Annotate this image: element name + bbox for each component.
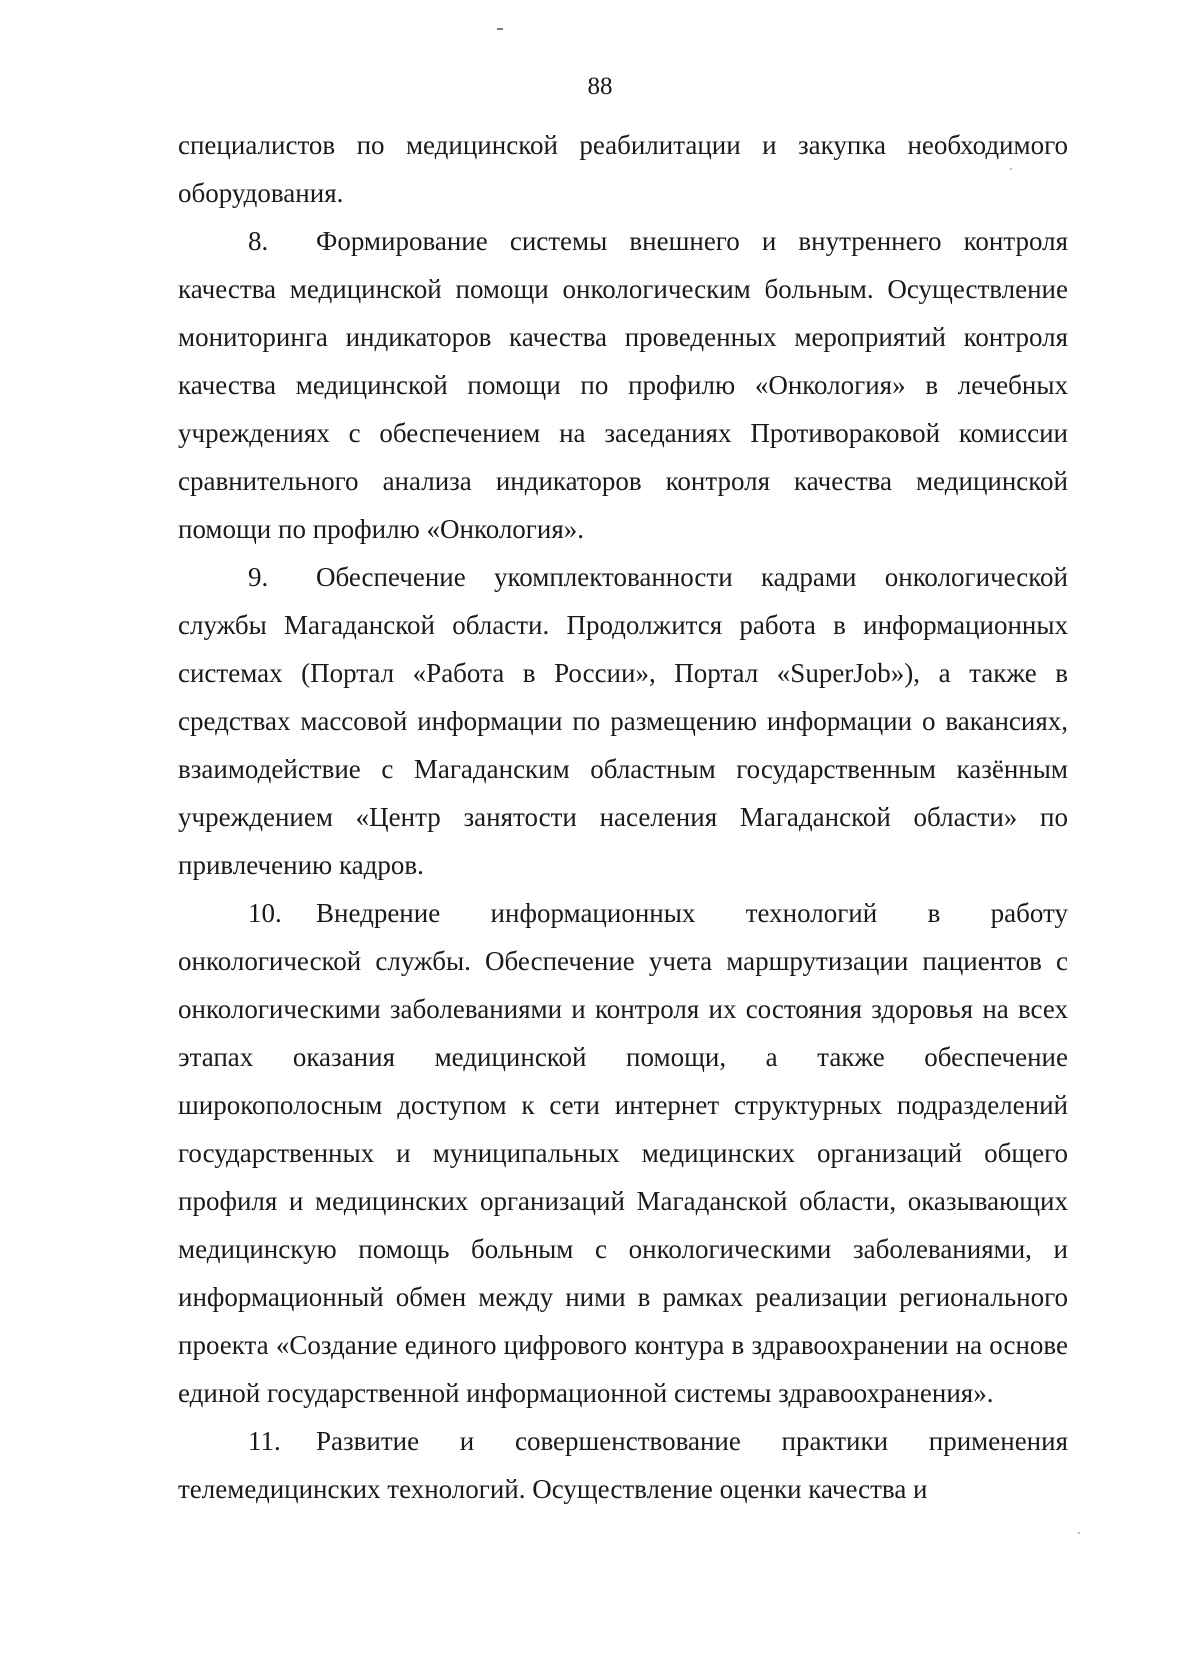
paragraph-item-10 <box>178 889 1068 1417</box>
paragraph-number: 8. <box>248 226 269 256</box>
scan-mark <box>497 28 503 30</box>
paragraph-number: 11. <box>248 1426 281 1456</box>
paragraph-continuation <box>178 121 1068 217</box>
scan-speck <box>1078 1532 1080 1534</box>
paragraph-text: Внедрение информационных технологий в работу онкологической службы. Обеспечение учета маршрутизации пациентов с онкологическими заболеваниями и контроля их состояния здоровья на всех этапах оказания медицинской помощи, а также обеспечение широкополосным доступом к сети интернет структурных подразделений государственных и муниципальных медицинских организаций общего профиля и медицинских организаций Магаданской области, оказывающих медицинскую помощь больным с онкологическими заболеваниями, и информационный обмен между ними в рамках реализации регионального проекта «Создание единого цифрового контура в здравоохранении на основе единой государственной информационной системы здравоохранения». <box>178 898 1068 1408</box>
page-number: 88 <box>587 73 613 100</box>
document-body <box>178 121 1068 1513</box>
paragraph-item-9 <box>178 553 1068 889</box>
paragraph-text: Обеспечение укомплектованности кадрами онкологической службы Магаданской области. Продолжится работа в информационных системах (Портал «Работа в России», Портал «SuperJob»), а также в средствах массовой информации по размещению информации о вакансиях, взаимодействие с Магаданским областным государственным казённым учреждением «Центр занятости населения Магаданской области» по привлечению кадров. <box>178 562 1068 880</box>
paragraph-number: 9. <box>248 562 269 592</box>
paragraph-text: Формирование системы внешнего и внутреннего контроля качества медицинской помощи онкологическим больным. Осуществление мониторинга индикаторов качества проведенных мероприятий контроля качества медицинской помощи по профилю «Онкология» в лечебных учреждениях с обеспечением на заседаниях Противораковой комиссии сравнительного анализа индикаторов контроля качества медицинской помощи по профилю «Онкология». <box>178 226 1068 544</box>
paragraph-number: 10. <box>248 898 282 928</box>
scan-speck <box>1010 168 1012 170</box>
paragraph-item-8 <box>178 217 1068 553</box>
paragraph-text: специалистов по медицинской реабилитации и закупка необходимого оборудования. <box>178 130 1068 208</box>
paragraph-item-11 <box>178 1417 1068 1513</box>
paragraph-text: Развитие и совершенствование практики применения телемедицинских технологий. Осуществление оценки качества и <box>178 1426 1068 1504</box>
